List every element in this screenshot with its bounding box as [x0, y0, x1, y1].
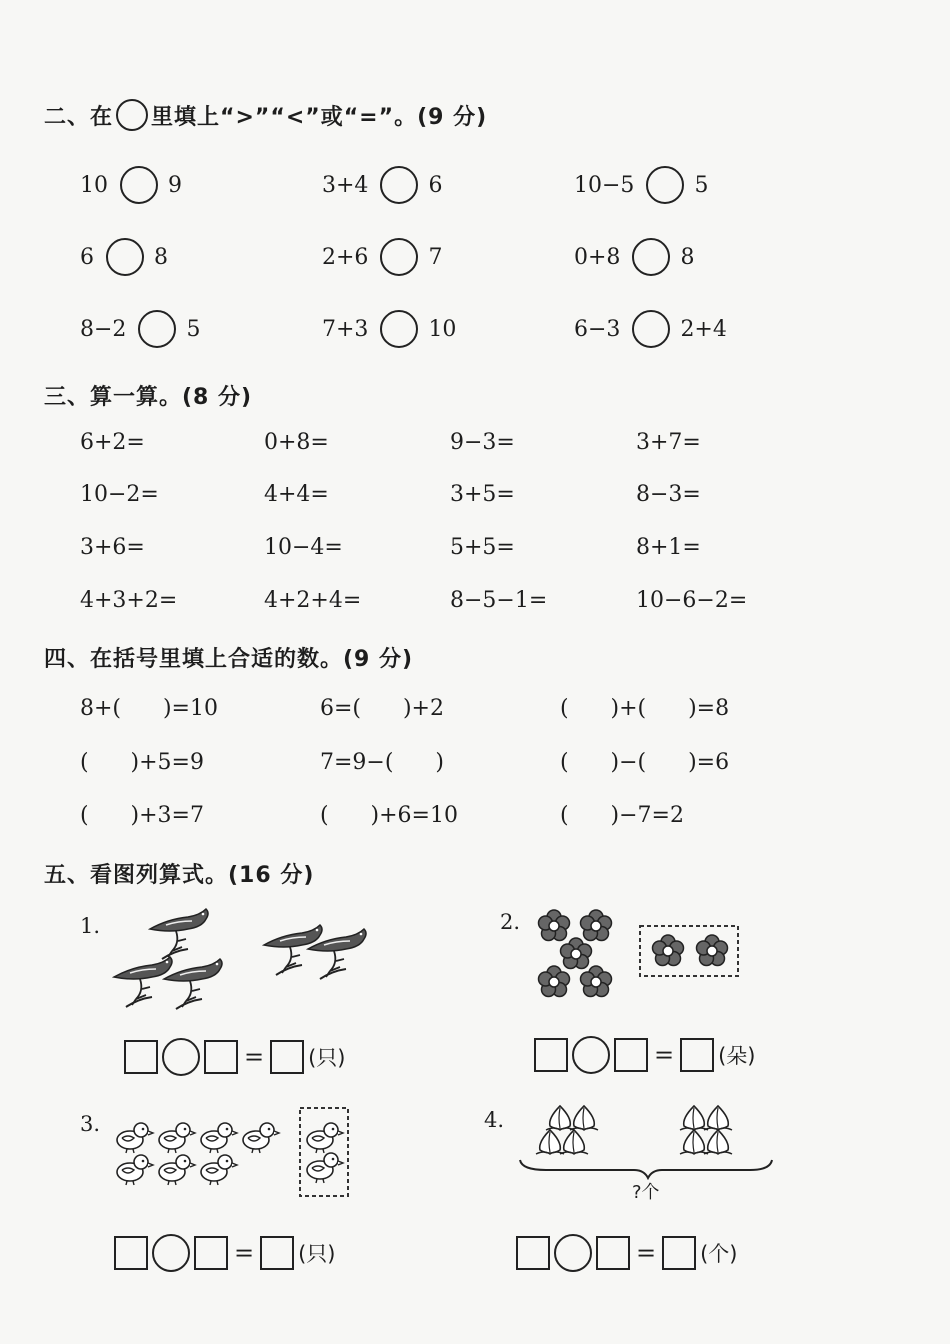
- chick-icon: [201, 1123, 237, 1153]
- arithmetic-problem[interactable]: 3+6=: [80, 535, 145, 560]
- fill-blank-problem[interactable]: ( )+( )=8: [560, 696, 730, 721]
- left-expression: 10−5: [574, 172, 635, 198]
- item-4-answer-row: [516, 1234, 738, 1272]
- operator-circle[interactable]: [572, 1036, 610, 1074]
- right-expression: 2+4: [680, 316, 727, 342]
- arithmetic-problem[interactable]: 10−4=: [264, 535, 343, 560]
- operator-circle[interactable]: [152, 1234, 190, 1272]
- answer-box[interactable]: [260, 1236, 294, 1270]
- section-2-heading-prefix: 二、在: [44, 105, 114, 130]
- peach-icon: [570, 1106, 598, 1130]
- item-2-answer-row: [534, 1036, 756, 1074]
- item-1-number: 1.: [80, 914, 101, 938]
- comparison-item: [322, 310, 456, 348]
- arithmetic-problem[interactable]: 6+2=: [80, 430, 145, 455]
- right-expression: 8: [680, 244, 695, 270]
- brace-label: ?个: [632, 1182, 660, 1203]
- peach-icon: [680, 1106, 708, 1130]
- item-3-number: 3.: [80, 1112, 101, 1136]
- chick-icon: [159, 1155, 195, 1185]
- flower-icon: [561, 938, 592, 969]
- arithmetic-problem[interactable]: 4+3+2=: [80, 588, 178, 613]
- fill-blank-problem[interactable]: 6=( )+2: [320, 696, 444, 721]
- operator-circle[interactable]: [162, 1038, 200, 1076]
- answer-circle[interactable]: [120, 166, 158, 204]
- right-expression: 10: [428, 316, 457, 342]
- right-expression: 7: [428, 244, 443, 270]
- left-expression: 8−2: [80, 316, 127, 342]
- left-expression: 6−3: [574, 316, 621, 342]
- answer-box[interactable]: [194, 1236, 228, 1270]
- comparison-item: [574, 166, 708, 204]
- answer-circle[interactable]: [138, 310, 176, 348]
- arithmetic-problem[interactable]: 10−6−2=: [636, 588, 748, 613]
- answer-circle[interactable]: [380, 166, 418, 204]
- comparison-item: [322, 166, 442, 204]
- left-expression: 2+6: [322, 244, 369, 270]
- chick-icon: [307, 1153, 343, 1183]
- answer-circle[interactable]: [380, 310, 418, 348]
- answer-circle[interactable]: [106, 238, 144, 276]
- peach-icon: [546, 1106, 574, 1130]
- item-3-answer-row: [114, 1234, 336, 1272]
- fill-blank-problem[interactable]: ( )+6=10: [320, 803, 458, 828]
- peach-icon: [536, 1130, 564, 1154]
- answer-circle[interactable]: [632, 238, 670, 276]
- arithmetic-problem[interactable]: 9−3=: [450, 430, 515, 455]
- comparison-item: [574, 238, 694, 276]
- equals-sign: =: [234, 1239, 255, 1267]
- arithmetic-problem[interactable]: 4+4=: [264, 482, 329, 507]
- circle-symbol-icon: [116, 99, 148, 131]
- comparison-item: [80, 238, 168, 276]
- answer-box[interactable]: [534, 1038, 568, 1072]
- answer-box[interactable]: [680, 1038, 714, 1072]
- flower-icon: [539, 910, 570, 941]
- bird-icon: [150, 909, 208, 959]
- answer-box[interactable]: [662, 1236, 696, 1270]
- arithmetic-problem[interactable]: 3+7=: [636, 430, 701, 455]
- right-expression: 5: [694, 172, 709, 198]
- chick-icon: [307, 1123, 343, 1153]
- curly-brace-icon: [520, 1160, 772, 1178]
- bird-icon: [114, 957, 172, 1007]
- fill-blank-problem[interactable]: ( )+5=9: [80, 750, 204, 775]
- chick-icon: [243, 1123, 279, 1153]
- answer-box[interactable]: [614, 1038, 648, 1072]
- chick-icon: [201, 1155, 237, 1185]
- arithmetic-problem[interactable]: 3+5=: [450, 482, 515, 507]
- answer-box[interactable]: [204, 1040, 238, 1074]
- arithmetic-problem[interactable]: 5+5=: [450, 535, 515, 560]
- flower-group-picture: [532, 906, 742, 1004]
- peach-icon: [704, 1106, 732, 1130]
- arithmetic-problem[interactable]: 8−3=: [636, 482, 701, 507]
- left-expression: 0+8: [574, 244, 621, 270]
- equals-sign: =: [654, 1041, 675, 1069]
- chick-icon: [117, 1155, 153, 1185]
- fill-blank-problem[interactable]: 8+( )=10: [80, 696, 218, 721]
- arithmetic-problem[interactable]: 4+2+4=: [264, 588, 362, 613]
- unit-label: (个): [700, 1242, 738, 1266]
- answer-circle[interactable]: [632, 310, 670, 348]
- right-expression: 9: [168, 172, 182, 198]
- flower-icon: [697, 935, 728, 966]
- chick-icon: [117, 1123, 153, 1153]
- answer-box[interactable]: [516, 1236, 550, 1270]
- item-4-number: 4.: [484, 1108, 505, 1132]
- answer-box[interactable]: [270, 1040, 304, 1074]
- flower-icon: [581, 910, 612, 941]
- comparison-item: [80, 310, 200, 348]
- left-expression: 6: [80, 244, 94, 270]
- equals-sign: =: [244, 1043, 265, 1071]
- arithmetic-problem[interactable]: 10−2=: [80, 482, 159, 507]
- unit-label: (朵): [718, 1044, 756, 1068]
- right-expression: 8: [154, 244, 168, 270]
- item-1-answer-row: [124, 1038, 346, 1076]
- left-expression: 10: [80, 172, 108, 198]
- unit-label: (只): [298, 1242, 336, 1266]
- equals-sign: =: [636, 1239, 657, 1267]
- fill-blank-problem[interactable]: 7=9−( ): [320, 750, 444, 775]
- section-3-heading: 三、算一算。(8 分): [44, 385, 253, 410]
- peach-icon: [704, 1130, 732, 1154]
- fill-blank-problem[interactable]: ( )+3=7: [80, 803, 204, 828]
- answer-box[interactable]: [124, 1040, 158, 1074]
- peach-icon: [560, 1130, 588, 1154]
- section-2-heading: [44, 100, 487, 131]
- answer-box[interactable]: [114, 1236, 148, 1270]
- left-expression: 3+4: [322, 172, 369, 198]
- flower-icon: [539, 966, 570, 997]
- answer-circle[interactable]: [646, 166, 684, 204]
- flower-icon: [653, 935, 684, 966]
- unit-label: (只): [308, 1046, 346, 1070]
- peach-icon: [680, 1130, 708, 1154]
- fill-blank-problem[interactable]: ( )−7=2: [560, 803, 684, 828]
- right-expression: 5: [186, 316, 201, 342]
- comparison-item: [574, 310, 727, 348]
- bird-icon: [164, 959, 222, 1009]
- answer-circle[interactable]: [380, 238, 418, 276]
- comparison-item: [80, 166, 182, 204]
- left-expression: 7+3: [322, 316, 369, 342]
- peach-group-picture: [516, 1100, 776, 1180]
- item-2-number: 2.: [500, 910, 521, 934]
- section-5-heading: 五、看图列算式。(16 分): [44, 863, 315, 888]
- flower-icon: [581, 966, 612, 997]
- answer-box[interactable]: [596, 1236, 630, 1270]
- fill-blank-problem[interactable]: ( )−( )=6: [560, 750, 730, 775]
- operator-circle[interactable]: [554, 1234, 592, 1272]
- arithmetic-problem[interactable]: 8+1=: [636, 535, 701, 560]
- arithmetic-problem[interactable]: 0+8=: [264, 430, 329, 455]
- chick-icon: [159, 1123, 195, 1153]
- bird-group-picture: [110, 905, 380, 1010]
- section-2-heading-suffix: 里填上“>”“<”或“=”。(9 分): [151, 105, 488, 130]
- section-4-heading: 四、在括号里填上合适的数。(9 分): [44, 647, 414, 672]
- right-expression: 6: [428, 172, 443, 198]
- chick-group-picture: [114, 1104, 354, 1200]
- comparison-item: [322, 238, 442, 276]
- arithmetic-problem[interactable]: 8−5−1=: [450, 588, 548, 613]
